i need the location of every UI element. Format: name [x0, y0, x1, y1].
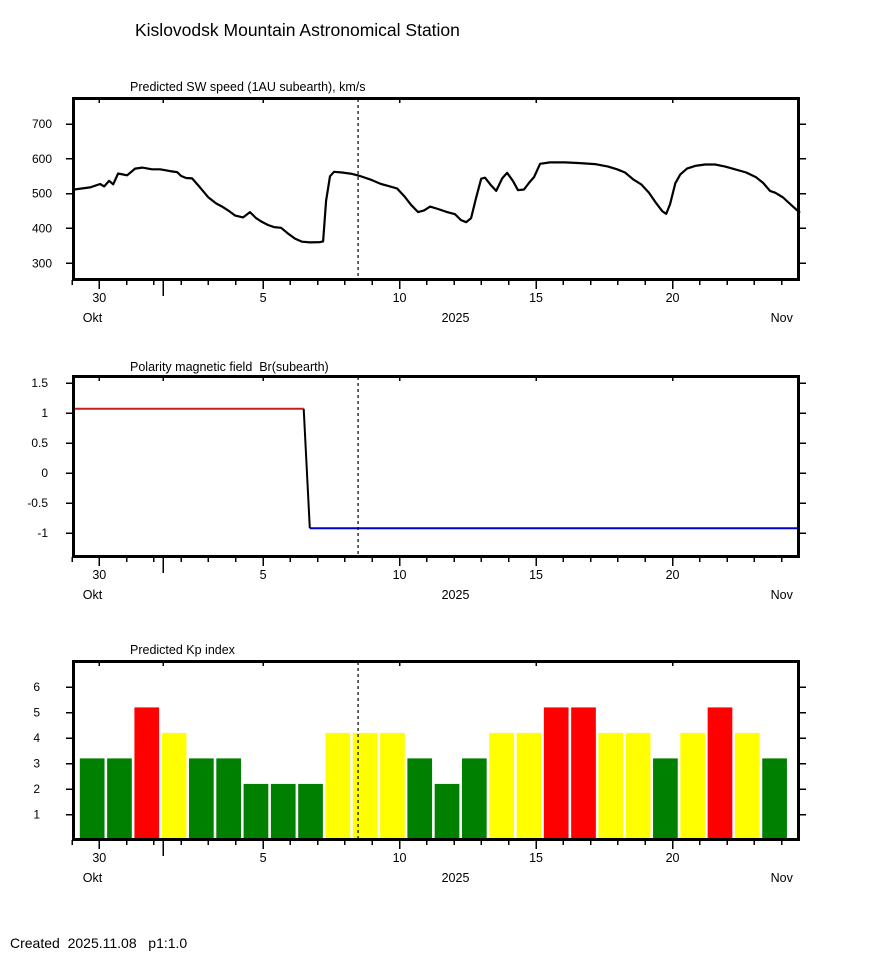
x-axis-tick-label: 30	[92, 851, 107, 865]
kp-bar	[407, 758, 432, 840]
y-axis-tick-label: 700	[31, 117, 52, 132]
x-axis-tick-label: 20	[665, 851, 680, 865]
kp-bar	[244, 784, 269, 840]
predicted-sw-speed-line	[74, 162, 800, 242]
y-axis-tick-label: 4	[33, 731, 40, 746]
sw-speed-chart-title: Predicted SW speed (1AU subearth), km/s	[130, 80, 366, 94]
x-axis-month-label: Okt	[82, 588, 103, 602]
x-axis-tick-label: 15	[529, 568, 543, 582]
polarity-transition-line	[304, 409, 310, 528]
x-axis-tick-label: 10	[392, 851, 407, 865]
y-axis-tick-label: 400	[31, 221, 52, 236]
y-axis-tick-label: 6	[33, 680, 40, 695]
x-axis-tick-label: 10	[392, 291, 407, 305]
kp-bar	[762, 758, 787, 840]
x-axis-tick-label: 5	[259, 291, 267, 305]
x-axis-month-label: 2025	[441, 871, 470, 885]
y-axis-tick-label: 300	[31, 256, 52, 271]
y-axis-tick-label: 5	[33, 705, 40, 720]
x-axis-tick-label: 10	[392, 568, 407, 582]
kp-bar	[680, 733, 705, 840]
kp-bar	[80, 758, 105, 840]
x-axis-month-label: 2025	[441, 311, 470, 325]
kp-bar	[598, 733, 623, 840]
x-axis-tick-label: 15	[529, 291, 543, 305]
y-axis-tick-label: 0.5	[31, 436, 48, 451]
x-axis-tick-label: 5	[259, 568, 267, 582]
kp-bar	[189, 758, 214, 840]
kp-bar	[325, 733, 350, 840]
kp-bar	[653, 758, 678, 840]
y-axis-tick-label: 0	[41, 466, 48, 481]
x-axis-month-label: Okt	[82, 311, 103, 325]
kp-index-chart-title: Predicted Kp index	[130, 643, 235, 657]
y-axis-tick-label: 1.5	[31, 376, 48, 391]
kp-bar	[271, 784, 296, 840]
kp-bar	[571, 707, 596, 840]
kp-bar	[489, 733, 514, 840]
x-axis-tick-label: 15	[529, 851, 543, 865]
y-axis-tick-label: 3	[33, 756, 40, 771]
y-axis-tick-label: 600	[31, 151, 52, 166]
x-axis-tick-label: 5	[259, 851, 267, 865]
x-axis-month-label: Nov	[770, 588, 793, 602]
x-axis-month-label: Nov	[770, 871, 793, 885]
y-axis-tick-label: 1	[41, 406, 48, 421]
plot-border	[74, 99, 799, 280]
kp-bar	[517, 733, 542, 840]
y-axis-tick-label: -1	[37, 526, 48, 541]
kp-bar	[462, 758, 487, 840]
x-axis-month-label: 2025	[441, 588, 470, 602]
kp-bar	[134, 707, 159, 840]
kp-bar	[708, 707, 733, 840]
kp-bar	[380, 733, 405, 840]
kp-bar	[435, 784, 460, 840]
polarity-chart-title: Polarity magnetic field Br(subearth)	[130, 360, 329, 374]
y-axis-tick-label: 2	[33, 782, 40, 797]
y-axis-tick-label: 1	[33, 807, 40, 822]
x-axis-tick-label: 20	[665, 568, 680, 582]
kp-bar	[298, 784, 323, 840]
x-axis-month-label: Nov	[770, 311, 793, 325]
x-axis-tick-label: 30	[92, 291, 107, 305]
y-axis-tick-label: 500	[31, 186, 52, 201]
kp-bar	[626, 733, 651, 840]
kp-bar	[162, 733, 187, 840]
plot-border	[74, 377, 799, 557]
kp-bar	[353, 733, 378, 840]
y-axis-tick-label: -0.5	[27, 496, 48, 511]
x-axis-tick-label: 20	[665, 291, 680, 305]
footer-created-text: Created 2025.11.08 p1:1.0	[10, 935, 188, 951]
kp-bar	[735, 733, 760, 840]
kp-bar	[216, 758, 241, 840]
kp-bar	[544, 707, 569, 840]
kp-bar	[107, 758, 132, 840]
x-axis-month-label: Okt	[82, 871, 103, 885]
x-axis-tick-label: 30	[92, 568, 107, 582]
page-title: Kislovodsk Mountain Astronomical Station	[135, 20, 460, 40]
